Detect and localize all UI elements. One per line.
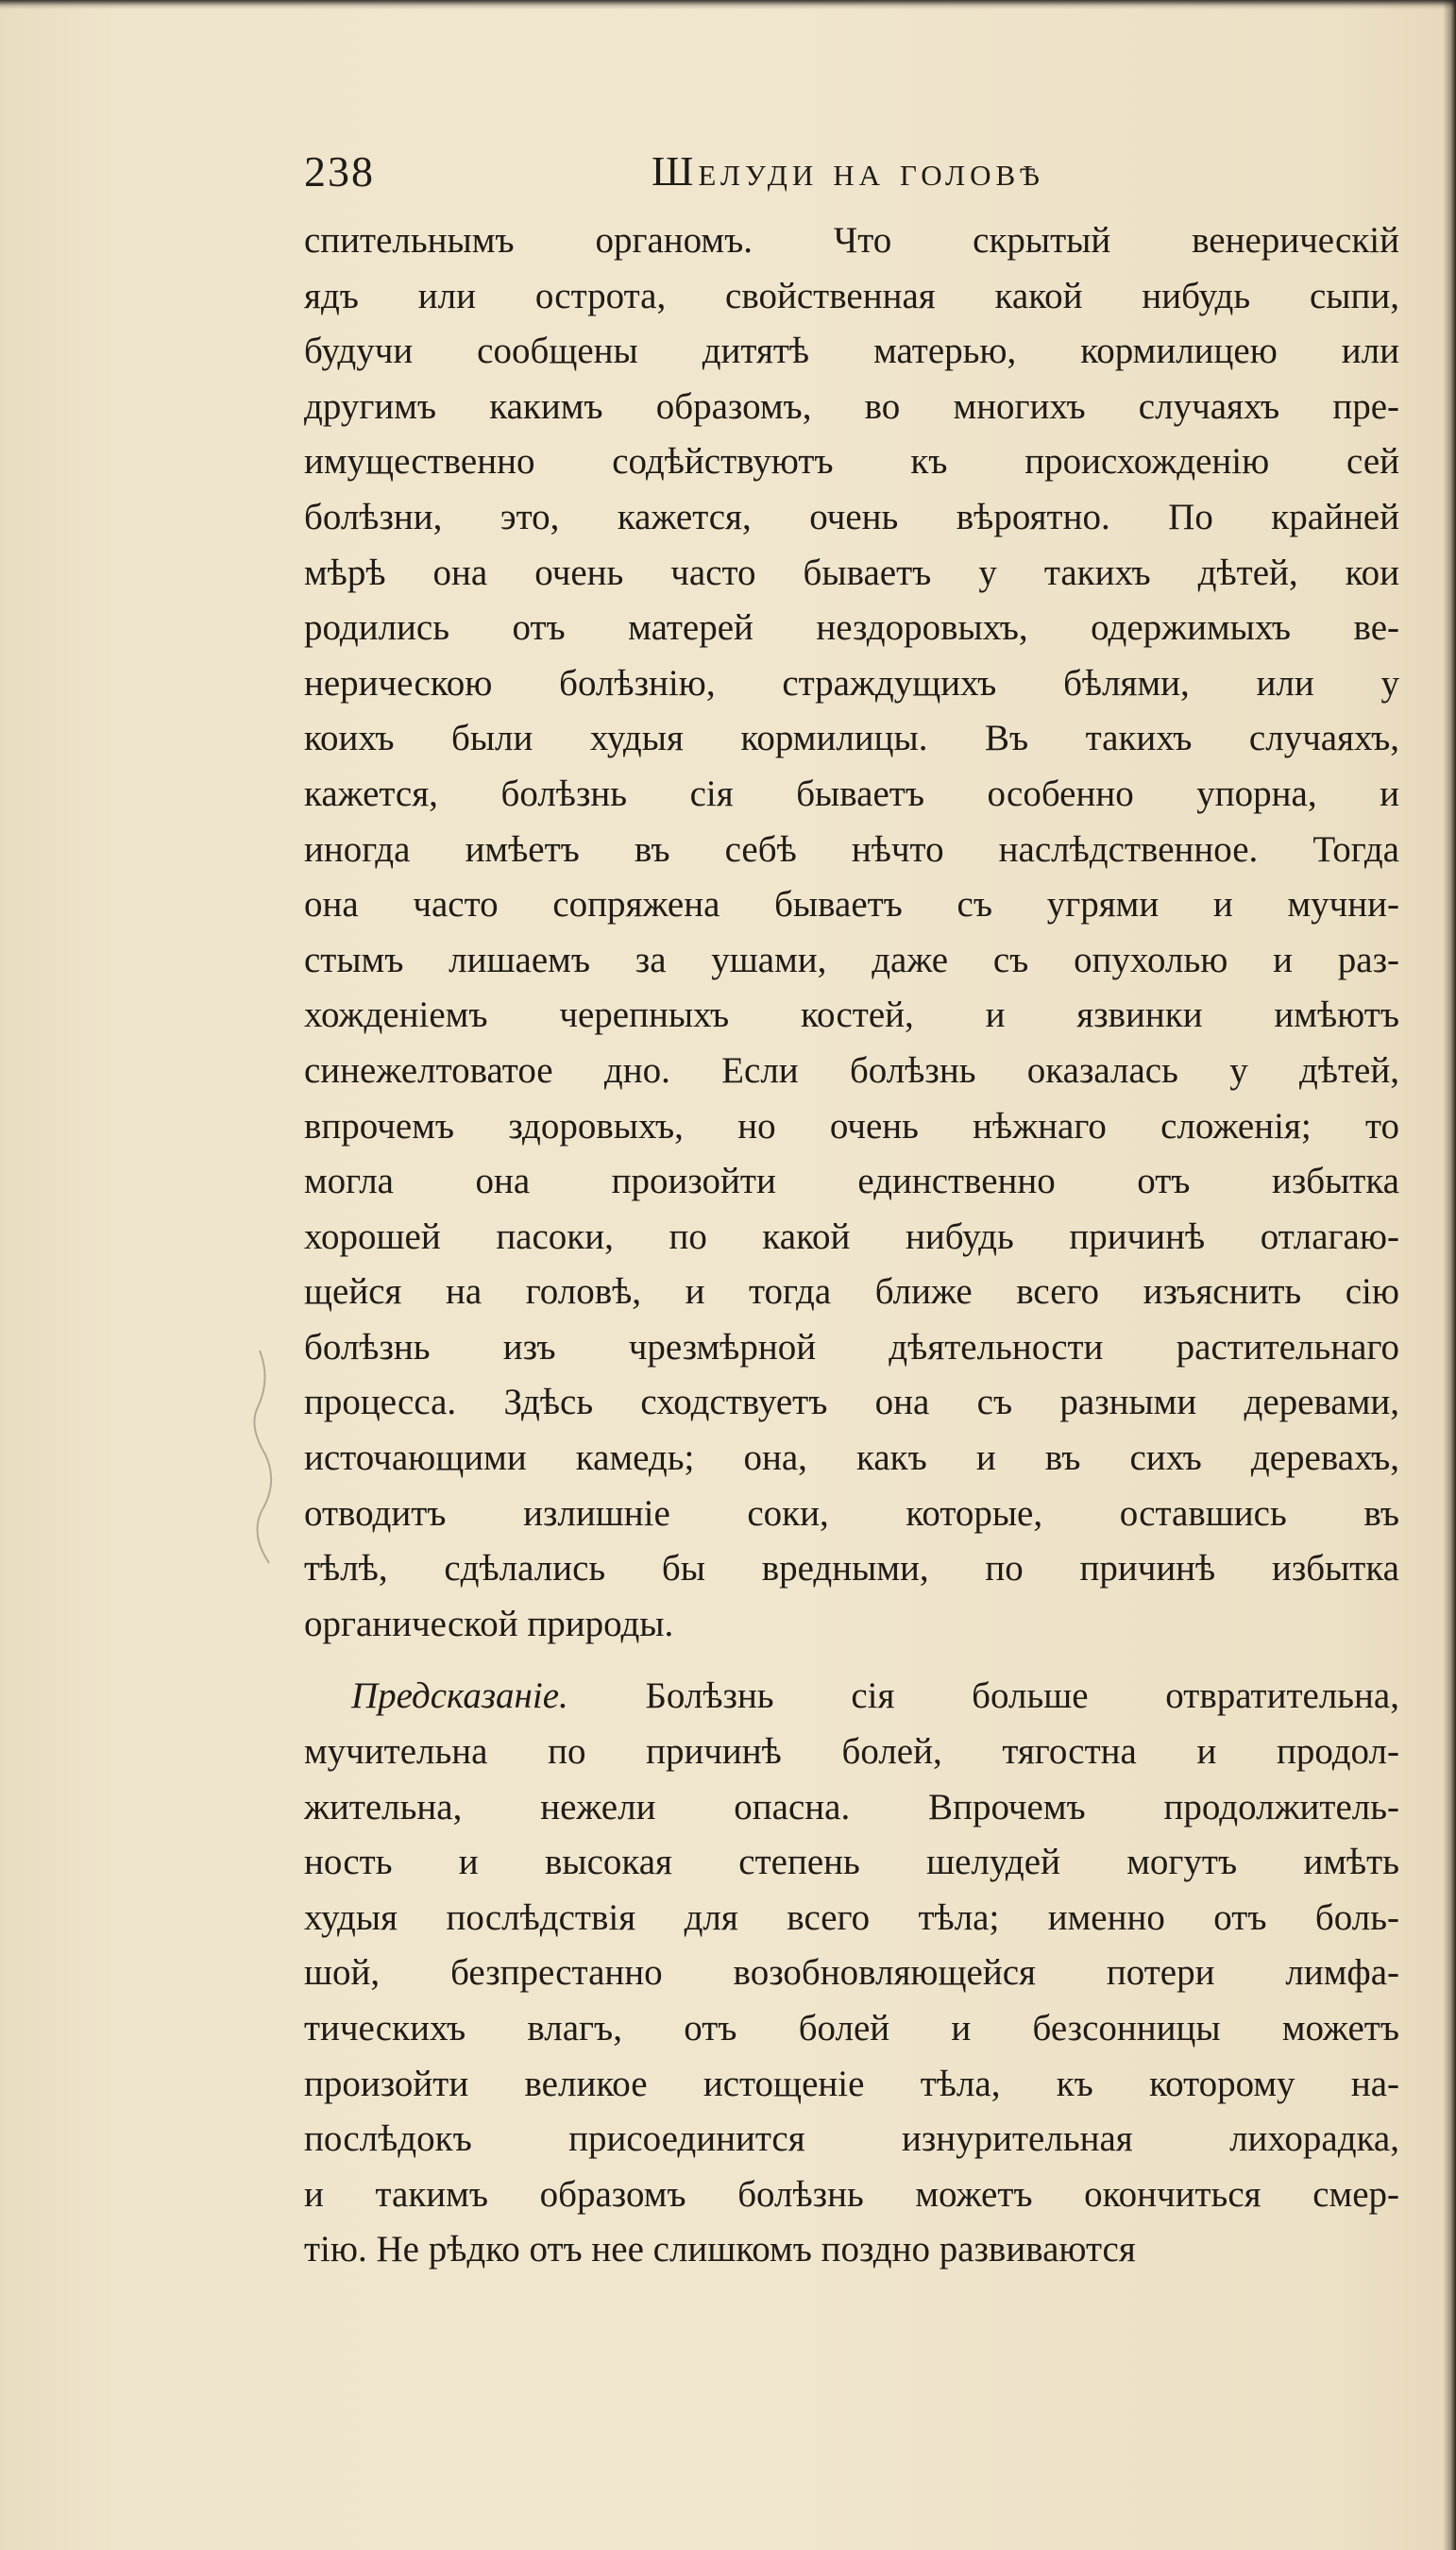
text-line: послѣдокъ присоединится изнурительная лихорадка, bbox=[304, 2118, 1399, 2160]
running-head: Шелуди на головѣ bbox=[652, 148, 1044, 195]
text-line: она часто сопряжена бываетъ съ угрями и мучни- bbox=[304, 884, 1399, 926]
text-line: родились отъ матерей нездоровыхъ, одержимыхъ ве- bbox=[304, 607, 1399, 649]
text-line: синежелтоватое дно. Если болѣзнь оказалась у дѣтей, bbox=[304, 1049, 1399, 1091]
text-line: и такимъ образомъ болѣзнь можетъ окончиться смер- bbox=[304, 2173, 1399, 2215]
text-line: нерическою болѣзнію, страждущихъ бѣлями, или у bbox=[304, 662, 1399, 704]
page-number: 238 bbox=[304, 147, 375, 196]
margin-pencil-mark bbox=[241, 1341, 297, 1587]
text-line: ность и высокая степень шелудей могутъ имѣть bbox=[304, 1842, 1399, 1883]
text-line: тію. Не рѣдко отъ нее слишкомъ поздно развиваются bbox=[304, 2229, 1136, 2270]
text-line: щейся на головѣ, и тогда ближе всего изъяснить сію bbox=[304, 1271, 1399, 1313]
text-line: стымъ лишаемъ за ушами, даже съ опухолью и раз- bbox=[304, 939, 1399, 980]
text-line: спительнымъ органомъ. Что скрытый венерическій bbox=[304, 220, 1399, 261]
page-top-shadow bbox=[0, 0, 1456, 9]
text-line: мучительна по причинѣ болей, тягостна и продол- bbox=[304, 1731, 1399, 1773]
page-right-edge-shadow bbox=[1443, 0, 1456, 2550]
text-line: кажется, болѣзнь сія бываетъ особенно упорна, и bbox=[304, 773, 1399, 814]
text-line: процесса. Здѣсь сходствуетъ она съ разными деревами, bbox=[304, 1382, 1399, 1423]
paragraph-1 bbox=[304, 213, 1399, 1652]
text-line: тѣлѣ, сдѣлались бы вредными, по причинѣ избытка bbox=[304, 1548, 1399, 1590]
text-line: коихъ были худыя кормилицы. Въ такихъ случаяхъ, bbox=[304, 718, 1399, 759]
text-line: болѣзнь изъ чрезмѣрной дѣятельности растительнаго bbox=[304, 1326, 1399, 1368]
section-heading: Предсказаніе. bbox=[351, 1675, 568, 1717]
text-line: другимъ какимъ образомъ, во многихъ случаяхъ пре- bbox=[304, 385, 1399, 427]
text-line: источающими камедь; она, какъ и въ сихъ деревахъ, bbox=[304, 1437, 1399, 1479]
text-line: шой, безпрестанно возобновляющейся потери лимфа- bbox=[304, 1952, 1399, 1994]
text-line: мѣрѣ она очень часто бываетъ у такихъ дѣтей, кои bbox=[304, 552, 1399, 593]
text-line: отводитъ излишніе соки, которые, оставшись въ bbox=[304, 1492, 1399, 1534]
text-line: тическихъ влагъ, отъ болей и безсонницы можетъ bbox=[304, 2008, 1399, 2048]
text-line: иногда имѣетъ въ себѣ нѣчто наслѣдственное. Тогда bbox=[304, 828, 1399, 870]
text-line: будучи сообщены дитятѣ матерью, кормилицею или bbox=[304, 331, 1399, 372]
text-line: могла она произойти единственно отъ избытка bbox=[304, 1161, 1399, 1202]
text-line: органической природы. bbox=[304, 1603, 674, 1644]
text-line: впрочемъ здоровыхъ, но очень нѣжнаго сложенія; то bbox=[304, 1105, 1399, 1147]
text-line: имущественно содѣйствуютъ къ происхожденію сей bbox=[304, 441, 1399, 483]
paragraph-2-first-line-text: Болѣзнь сія больше отвратительна, bbox=[645, 1675, 1399, 1717]
text-line: хожденіемъ черепныхъ костей, и язвинки имѣютъ bbox=[304, 994, 1399, 1036]
paragraph-2-first-line bbox=[304, 1669, 1399, 1725]
paragraph-2 bbox=[304, 1669, 1399, 2278]
text-line: болѣзни, это, кажется, очень вѣроятно. По крайней bbox=[304, 496, 1399, 537]
text-line: жительна, нежели опасна. Впрочемъ продолжитель- bbox=[304, 1786, 1399, 1828]
paragraph-gap bbox=[304, 1652, 1399, 1669]
text-line: худыя послѣдствія для всего тѣла; именно отъ боль- bbox=[304, 1896, 1399, 1938]
text-line: хорошей пасоки, по какой нибудь причинѣ отлагаю- bbox=[304, 1216, 1399, 1257]
page-header bbox=[304, 144, 1399, 200]
text-line: произойти великое истощеніе тѣла, къ которому на- bbox=[304, 2063, 1399, 2104]
text-line: ядъ или острота, свойственная какой нибудь сыпи, bbox=[304, 275, 1399, 316]
body-text bbox=[304, 213, 1399, 2278]
